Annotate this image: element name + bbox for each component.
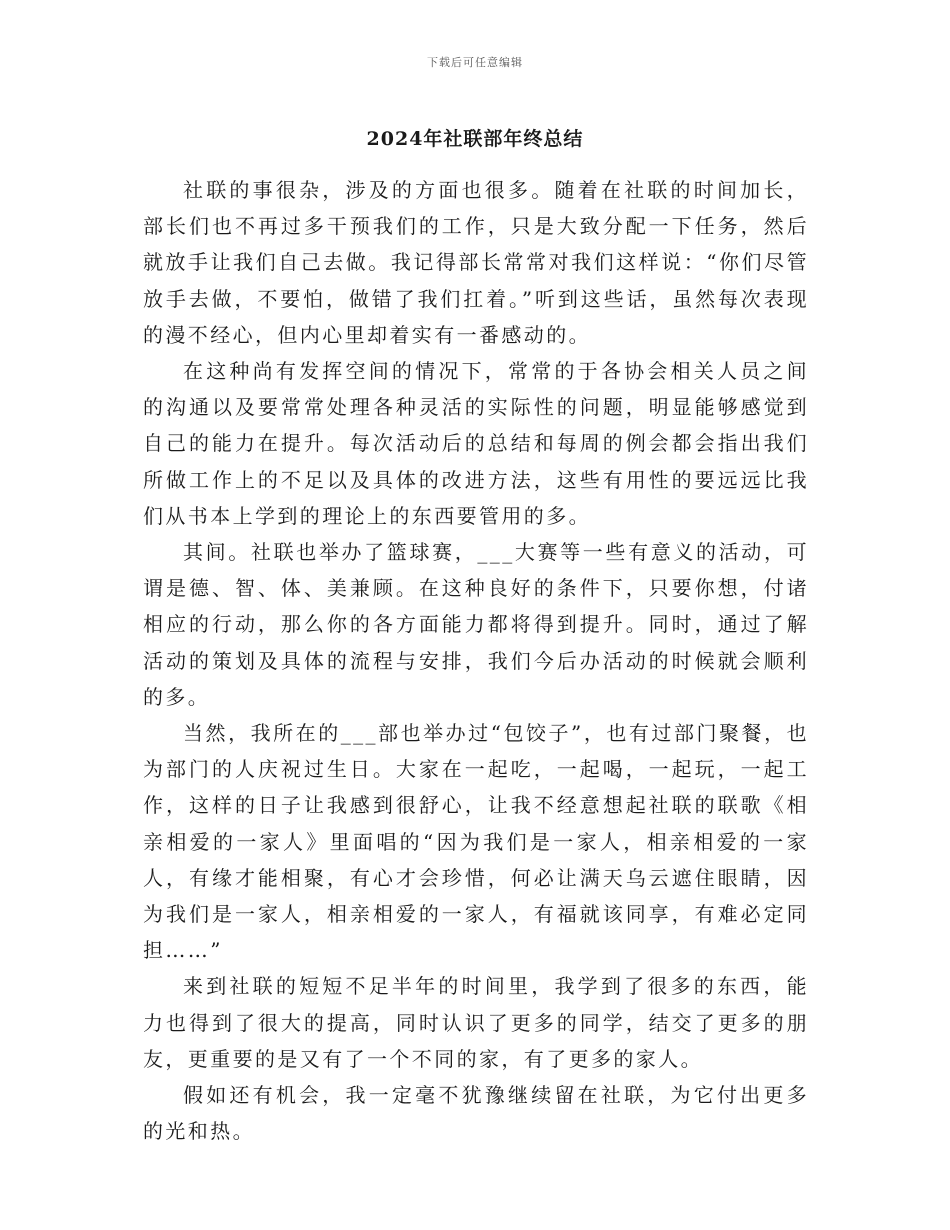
paragraph-2: 在这种尚有发挥空间的情况下，常常的于各协会相关人员之间的沟通以及要常常处理各种灵活的实际性的问题，明显能够感觉到自己的能力在提升。每次活动后的总结和每周的例会都会指出我们所做工作上的不足以及具体的改进方法，这些有用性的要远远比我们从书本上学到的理论上的东西要管用的多。 (143, 359, 809, 528)
paragraph-1: 社联的事很杂，涉及的方面也很多。随着在社联的时间加长，部长们也不再过多干预我们的工作，只是大致分配一下任务，然后就放手让我们自己去做。我记得部长常常对我们这样说：“你们尽管放手去做，不要怕，做错了我们扛着。”听到这些话，虽然每次表现的漫不经心，但内心里却着实有一番感动的。 (143, 178, 809, 347)
paragraph-5: 来到社联的短短不足半年的时间里，我学到了很多的东西，能力也得到了很大的提高，同时认识了更多的同学，结交了更多的朋友，更重要的是又有了一个不同的家，有了更多的家人。 (143, 974, 809, 1071)
paragraph-6: 假如还有机会，我一定毫不犹豫继续留在社联，为它付出更多的光和热。 (143, 1083, 809, 1144)
document-body (143, 172, 809, 1149)
page-header-note: 下载后可任意编辑 (427, 56, 523, 69)
paragraph-3: 其间。社联也举办了篮球赛，___大赛等一些有意义的活动，可谓是德、智、体、美兼顾。在这种良好的条件下，只要你想，付诸相应的行动，那么你的各方面能力都将得到提升。同时，通过了解活动的策划及具体的流程与安排，我们今后办活动的时候就会顺利的多。 (143, 540, 809, 709)
document-title: 2024年社联部年终总结 (366, 128, 584, 150)
paragraph-4: 当然，我所在的___部也举办过“包饺子”，也有过部门聚餐，也为部门的人庆祝过生日。大家在一起吃，一起喝，一起玩，一起工作，这样的日子让我感到很舒心，让我不经意想起社联的联歌《相亲相爱的一家人》里面唱的“因为我们是一家人，相亲相爱的一家人，有缘才能相聚，有心才会珍惜，何必让满天乌云遮住眼睛，因为我们是一家人，相亲相爱的一家人，有福就该同享，有难必定同担……” (143, 721, 809, 963)
